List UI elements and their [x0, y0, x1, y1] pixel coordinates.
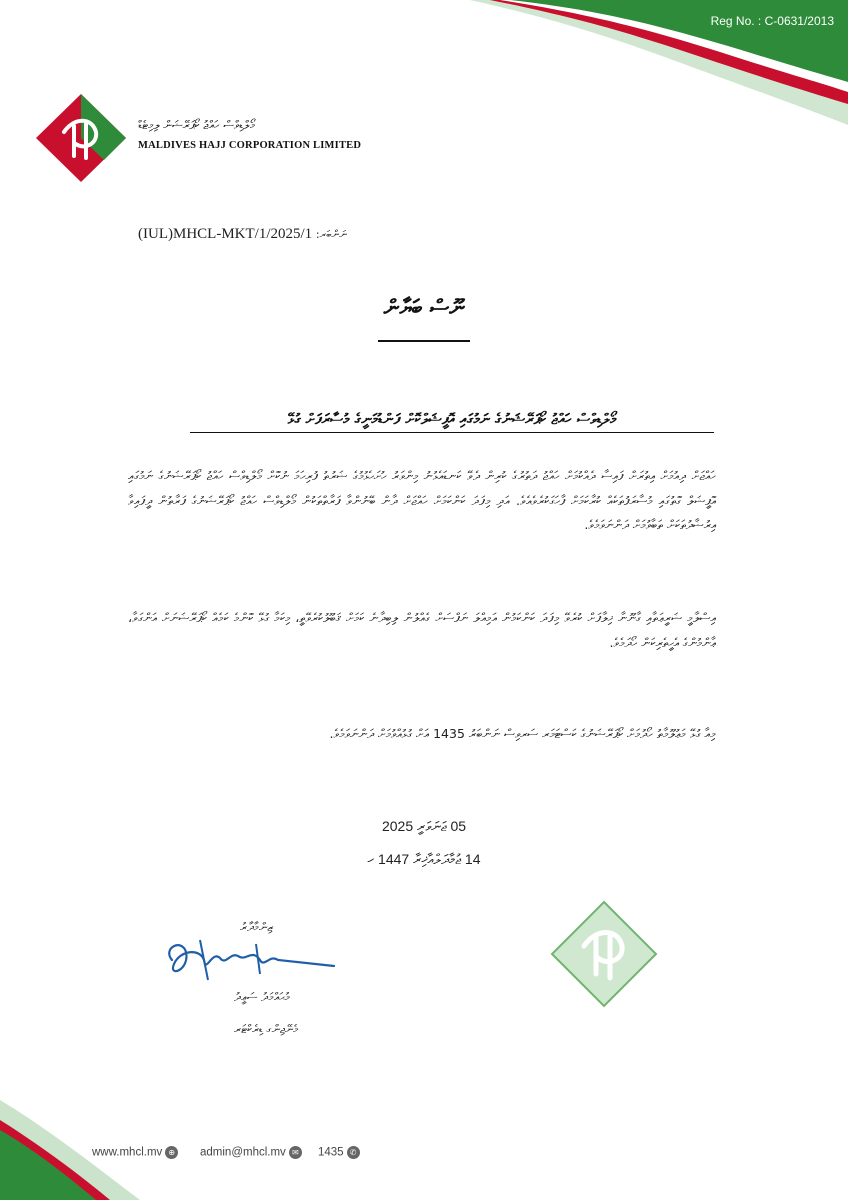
mhcl-logo: [34, 92, 128, 184]
signatory-title: ޒިންމާދާރު: [240, 920, 274, 934]
reference-number: [138, 226, 347, 243]
mail-icon: ✉: [289, 1146, 302, 1159]
page-title: ނޫސް ބަޔާން: [383, 296, 465, 321]
date-gregorian: 05 ޖަނަވަރީ 2025: [381, 818, 467, 834]
website-text: www.mhcl.mv: [92, 1146, 163, 1159]
org-name-dhivehi: މޯލްޑިވްސް ހައްޖު ކޯޕަރޭޝަން ލިމިޓެޑް: [138, 118, 255, 132]
official-stamp: [548, 898, 660, 1010]
phone-text: 1435: [318, 1146, 344, 1159]
footer-email[interactable]: [200, 1146, 302, 1159]
footer-website[interactable]: [92, 1146, 178, 1159]
footer-wave-decoration: [0, 1090, 200, 1200]
reference-label: :ނަންބަރ: [315, 228, 347, 241]
title-underline: [378, 340, 470, 342]
handwritten-signature: [160, 930, 340, 990]
body-paragraph-3: މިއާ ގުޅޭ މަޢުލޫމާތު ހޯދުމަށް ކޯޕަރޭޝަނުގެ ކަސްޓަމަރ ސަރވިސް ނަންބަރު 1435 އަށް ގުޅުއްވުމަށް ދަންނަވަމެވެ.: [329, 726, 716, 741]
date-hijri: 14 ޖުމާދަލްއާޚިރާ 1447 ހ: [367, 851, 481, 867]
footer-phone[interactable]: [318, 1146, 360, 1159]
signatory-name: މުޙައްމަދު ސަޢީދު: [234, 990, 290, 1004]
globe-icon: ⊕: [165, 1146, 178, 1159]
reference-value: (IUL)MHCL-MKT/1/2025/1: [138, 226, 313, 242]
subject-heading: މޯލްޑިވްސް ހައްޖު ކޯޕަރޭޝަނުގެ ނަމުގައި އޮފީޝަލްކޮށް ފަންޑުމަނީގެ މުސާރަފަށް ގުޅޭ: [287, 410, 617, 428]
org-name-english: MALDIVES HAJJ CORPORATION LIMITED: [138, 140, 362, 151]
body-paragraph-2: އިސްލާމީ ޝަރީޢަތާއި ގާނޫނާ ޚިލާފަށް ކުރެވޭ މިފަދަ ކަންކަމުން އަމިއްލަ ނަފްސަށް ގެއްލުން ލިބިދާނެ ކަމަށް ޤަބޫލުކުރެވޭތީ، މިކަމާ ގުޅޭ ކޮންމެ ކަމެއް ކޯޕަރޭޝަނަށް އަންގަވާ، ޢާންމުންގެ އެހީތެރިކަން ހޯދަމެވެ.: [128, 610, 716, 650]
body-paragraph-1: ހައްޖަށް ދިއުމަށް އިތުރަށް ފައިސާ ދެއްކުމަށް ހައްޖު ދަތުރުގެ ކުރިން ދެވޭ ކަނޑައެޅުނު މިންވަރު ހުށަހެޅުމުގެ ޝަރުތު ފުރިހަމަ ނުކޮށް މޯލްޑިވްސް ހައްޖު ކޯޕަރޭޝަނުގެ ނަމުގައި އޮފީޝަލް ގޮތުގައި މުސާރަފުތަކެއް ކުރާކަމަށް ފާހަގަކުރެވެއެވެ. އަދި މިފަދަ ކަންކަމަށް ހައްޖަށް ދާން ބޭނުންވާ ފަރާތްތަކުން މޯލްޑިވްސް ހައްޖު ކޯޕަރޭޝަނުގެ ފަރާތުން ދީފައިވާ އިރުޝާދުތަކަށް ތަބާވުމަށް ދަންނަވަމެވެ.: [128, 468, 716, 532]
email-text: admin@mhcl.mv: [200, 1146, 286, 1159]
registration-number: Reg No. : C-0631/2013: [710, 14, 834, 28]
phone-icon: ✆: [347, 1146, 360, 1159]
signatory-role: މެނޭޖިންގ ޑިރެކްޓަރ: [234, 1022, 299, 1036]
subject-underline: [190, 432, 714, 433]
